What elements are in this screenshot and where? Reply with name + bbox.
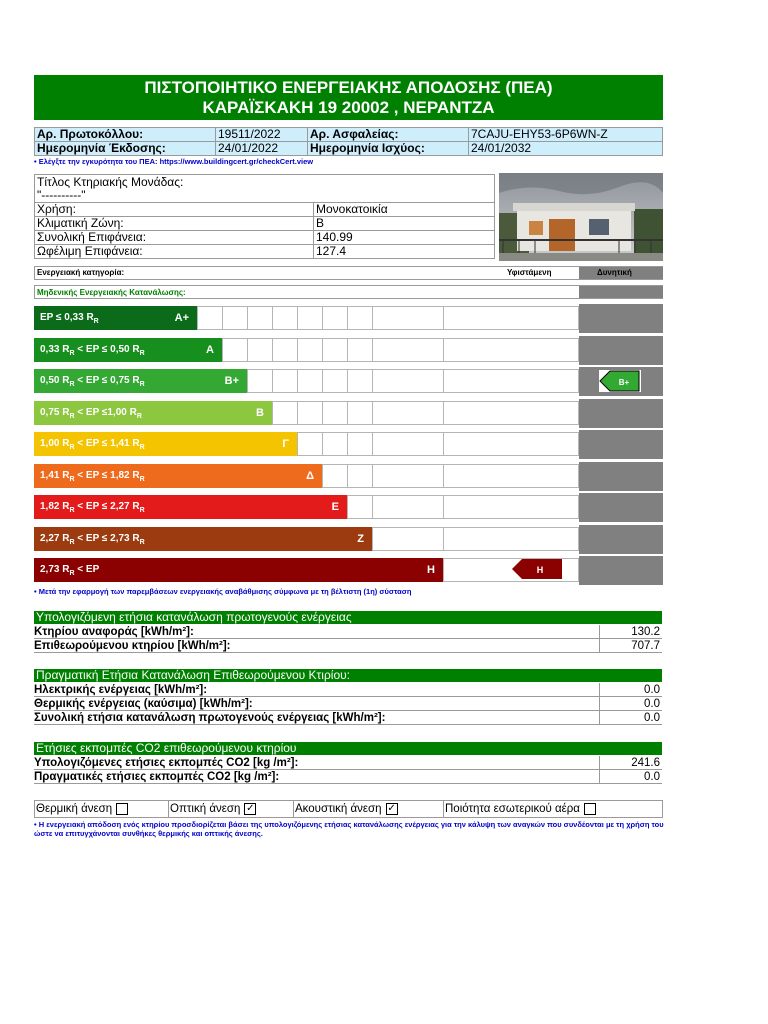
potential-cell <box>579 525 663 554</box>
security-value: 7CAJU-EHY53-6P6WN-Z <box>469 128 663 142</box>
calc-ref-label: Κτηρίου αναφοράς [kWh/m²]: <box>34 626 194 638</box>
thermal-comfort <box>35 801 169 817</box>
scale-grid-cell <box>297 401 323 425</box>
potential-cell <box>579 336 663 365</box>
energy-class-bar <box>34 369 247 393</box>
improvement-note: • Μετά την εφαρμογή των παρεμβάσεων ενεργειακής αναβάθμισης σύμφωνα με τη βέλτιστη (1η) σύσταση <box>34 587 412 596</box>
energy-class-range: 1,00 $R_R$ < EP ≤ 1,41 $R_R$ <box>40 438 145 451</box>
energy-class-bar <box>34 558 443 582</box>
scale-grid-cell <box>297 432 323 456</box>
existing-cell <box>443 527 579 551</box>
scale-grid-cell <box>322 401 348 425</box>
zero-energy-label: Μηδενικής Ενεργειακής Κατανάλωσης: <box>37 288 186 297</box>
scale-grid-cell <box>322 464 348 488</box>
use-value: Μονοκατοικία <box>314 203 495 217</box>
energy-category-header <box>34 266 663 280</box>
co2-section-title: Ετήσιες εκπομπές CO2 επιθεωρούμενου κτηρίου <box>34 742 662 755</box>
actual-total-label: Συνολική ετήσια κατανάλωση πρωτογενούς ενέργειας [kWh/m²]: <box>34 712 386 724</box>
potential-cell <box>579 493 663 522</box>
energy-class-letter: B+ <box>224 375 239 387</box>
svg-text:Η: Η <box>536 565 544 575</box>
potential-cell <box>579 430 663 459</box>
certificate-title: ΠΙΣΤΟΠΟΙΗΤΙΚΟ ΕΝΕΡΓΕΙΑΚΗΣ ΑΠΟΔΟΣΗΣ (ΠΕΑ) <box>144 78 553 97</box>
scale-grid-cell <box>347 369 373 393</box>
co2-calc-row <box>34 756 662 770</box>
scale-grid-cell <box>322 338 348 362</box>
acoustic-comfort-label: Ακουστική άνεση <box>295 803 382 815</box>
scale-grid-cell <box>222 338 248 362</box>
optical-comfort-checkbox[interactable]: ✓ <box>246 802 255 814</box>
useful-area-value: 127.4 <box>314 245 495 259</box>
energy-class-letter: Η <box>427 564 435 576</box>
energy-class-letter: Ε <box>331 501 339 513</box>
calc-inspected-label: Επιθεωρούμενου κτηρίου [kWh/m²]: <box>34 640 231 652</box>
existing-cell <box>443 464 579 488</box>
potential-cell <box>579 304 663 333</box>
actual-section-title: Πραγματική Ετήσια Κατανάλωση Επιθεωρούμενου Κτιρίου: <box>34 669 662 682</box>
energy-class-range: 0,33 $R_R$ < EP ≤ 0,50 $R_R$ <box>40 344 145 357</box>
scale-grid-cell <box>322 369 348 393</box>
indoor-air-checkbox[interactable] <box>584 803 596 815</box>
existing-cell <box>443 338 579 362</box>
scale-grid-cell <box>347 338 373 362</box>
protocol-label: Αρ. Πρωτοκόλλου: <box>35 128 216 142</box>
existing-class-arrow <box>512 559 562 584</box>
calc-ref-row <box>34 625 662 639</box>
issue-date-label: Ημερομηνία Έκδοσης: <box>35 142 216 156</box>
scale-grid-cell <box>347 306 373 330</box>
valid-date-label: Ημερομηνία Ισχύος: <box>308 142 469 156</box>
scale-grid-cell <box>372 401 444 425</box>
potential-class-arrow <box>599 370 641 397</box>
scale-grid-cell <box>272 401 298 425</box>
energy-class-letter: Γ <box>282 438 289 450</box>
acoustic-comfort <box>293 801 445 817</box>
total-area-value: 140.99 <box>314 231 495 245</box>
existing-cell <box>443 495 579 519</box>
actual-thermal-row <box>34 697 662 711</box>
scale-grid-cell <box>297 369 323 393</box>
zone-value: Β <box>314 217 495 231</box>
scale-grid-cell <box>347 464 373 488</box>
energy-class-range: 2,73 $R_R$ < EP <box>40 564 100 577</box>
footer-note: • Η ενεργειακή απόδοση ενός κτηρίου προσδιορίζεται βάσει της υπολογιζόμενης ετήσιας κατανάλωσης ενέργειας για την κάλυψη των αναγκών που συνδέονται με τη χρήση του ώστε να επιτυγχάνονται συνθήκες θερμικής και οπτικής άνεσης. <box>34 820 664 838</box>
co2-calc-label: Υπολογιζόμενες ετήσιες εκπομπές CO2 [kg /m²]: <box>34 757 299 769</box>
calc-section-title: Υπολογιζόμενη ετήσια κατανάλωση πρωτογενούς ενέργειας <box>34 611 662 624</box>
energy-class-range: 1,82 $R_R$ < EP ≤ 2,27 $R_R$ <box>40 501 145 514</box>
thermal-comfort-checkbox[interactable] <box>116 803 128 815</box>
optical-comfort <box>168 801 295 817</box>
energy-class-letter: Δ <box>306 470 314 482</box>
energy-class-range: 2,27 $R_R$ < EP ≤ 2,73 $R_R$ <box>40 533 145 546</box>
energy-class-letter: Ζ <box>357 533 364 545</box>
scale-grid-cell <box>272 338 298 362</box>
comfort-row <box>34 800 663 818</box>
calc-inspected-row <box>34 639 662 653</box>
protocol-value: 19511/2022 <box>216 128 308 142</box>
potential-cell <box>579 556 663 585</box>
energy-class-range: 0,50 $R_R$ < EP ≤ 0,75 $R_R$ <box>40 375 145 388</box>
scale-grid-cell <box>322 306 348 330</box>
potential-cell <box>579 399 663 428</box>
scale-grid-cell <box>372 464 444 488</box>
energy-class-bar <box>34 401 272 425</box>
energy-class-bar <box>34 338 222 362</box>
thermal-comfort-label: Θερμική άνεση <box>36 803 113 815</box>
calc-ref-value: 130.2 <box>631 626 660 638</box>
energy-class-bar <box>34 432 297 456</box>
check-cert-link[interactable]: • Ελέγξτε την εγκυρότητα του ΠΕΑ: https://www.buildingcert.gr/checkCert.view <box>34 157 314 166</box>
acoustic-comfort-checkbox[interactable]: ✓ <box>387 802 396 814</box>
id-table <box>34 127 663 156</box>
title-value: "----------" <box>35 189 495 203</box>
use-label: Χρήση: <box>35 203 314 217</box>
existing-column-label: Υφιστάμενη <box>507 268 552 277</box>
scale-grid-cell <box>247 338 273 362</box>
energy-class-bar <box>34 464 322 488</box>
zero-energy-row <box>34 285 663 299</box>
title-label: Τίτλος Κτηριακής Μονάδας: <box>35 175 495 190</box>
scale-grid-cell <box>347 495 373 519</box>
scale-grid-cell <box>372 527 444 551</box>
energy-class-range: EP ≤ 0,33 $R_R$ <box>40 312 99 325</box>
security-label: Αρ. Ασφαλείας: <box>308 128 469 142</box>
energy-class-range: 0,75 $R_R$ < EP ≤1,00 $R_R$ <box>40 407 142 420</box>
optical-comfort-label: Οπτική άνεση <box>170 803 241 815</box>
property-address: ΚΑΡΑΪΣΚΑΚΗ 19 20002 , ΝΕΡΑΝΤΖΑ <box>202 98 495 117</box>
energy-class-bar <box>34 495 347 519</box>
scale-grid-cell <box>272 369 298 393</box>
scale-grid-cell <box>372 369 444 393</box>
scale-grid-cell <box>322 432 348 456</box>
indoor-air-quality <box>443 801 664 817</box>
svg-text:B+: B+ <box>618 378 630 387</box>
actual-total-row <box>34 711 662 725</box>
total-area-label: Συνολική Επιφάνεια: <box>35 231 314 245</box>
scale-grid-cell <box>247 369 273 393</box>
co2-calc-value: 241.6 <box>631 757 660 769</box>
energy-class-letter: B <box>256 407 264 419</box>
certificate-header <box>34 75 663 120</box>
potential-column-label: Δυνητική <box>597 268 632 277</box>
co2-real-value: 0.0 <box>644 771 660 783</box>
scale-grid-cell <box>247 306 273 330</box>
potential-cell <box>579 462 663 491</box>
building-info-table <box>34 174 495 259</box>
actual-total-value: 0.0 <box>644 712 660 724</box>
co2-real-label: Πραγματικές ετήσιες εκπομπές CO2 [kg /m²]: <box>34 771 280 783</box>
energy-class-bar <box>34 527 372 551</box>
energy-class-range: 1,41 $R_R$ < EP ≤ 1,82 $R_R$ <box>40 470 145 483</box>
scale-grid-cell <box>347 432 373 456</box>
actual-elec-label: Ηλεκτρικής ενέργειας [kWh/m²]: <box>34 684 208 696</box>
issue-date-value: 24/01/2022 <box>216 142 308 156</box>
indoor-air-label: Ποιότητα εσωτερικού αέρα <box>445 803 580 815</box>
actual-elec-value: 0.0 <box>644 684 660 696</box>
valid-date-value: 24/01/2032 <box>469 142 663 156</box>
zone-label: Κλιματική Ζώνη: <box>35 217 314 231</box>
scale-grid-cell <box>372 338 444 362</box>
useful-area-label: Ωφέλιμη Επιφάνεια: <box>35 245 314 259</box>
energy-category-label: Ενεργειακή κατηγορία: <box>37 268 125 277</box>
existing-cell <box>443 369 579 393</box>
actual-elec-row <box>34 683 662 697</box>
scale-grid-cell <box>372 495 444 519</box>
scale-grid-cell <box>372 432 444 456</box>
calc-inspected-value: 707.7 <box>631 640 660 652</box>
scale-grid-cell <box>297 306 323 330</box>
scale-grid-cell <box>372 306 444 330</box>
existing-cell <box>443 432 579 456</box>
building-photo <box>499 173 663 261</box>
scale-grid-cell <box>222 306 248 330</box>
actual-thermal-value: 0.0 <box>644 698 660 710</box>
co2-real-row <box>34 770 662 784</box>
scale-grid-cell <box>347 401 373 425</box>
energy-class-letter: A+ <box>174 312 189 324</box>
energy-class-letter: A <box>206 344 214 356</box>
existing-cell <box>443 306 579 330</box>
scale-grid-cell <box>272 306 298 330</box>
scale-grid-cell <box>297 338 323 362</box>
actual-thermal-label: Θερμικής ενέργειας (καύσιμα) [kWh/m²]: <box>34 698 253 710</box>
existing-cell <box>443 401 579 425</box>
energy-class-bar <box>34 306 197 330</box>
scale-grid-cell <box>197 306 223 330</box>
